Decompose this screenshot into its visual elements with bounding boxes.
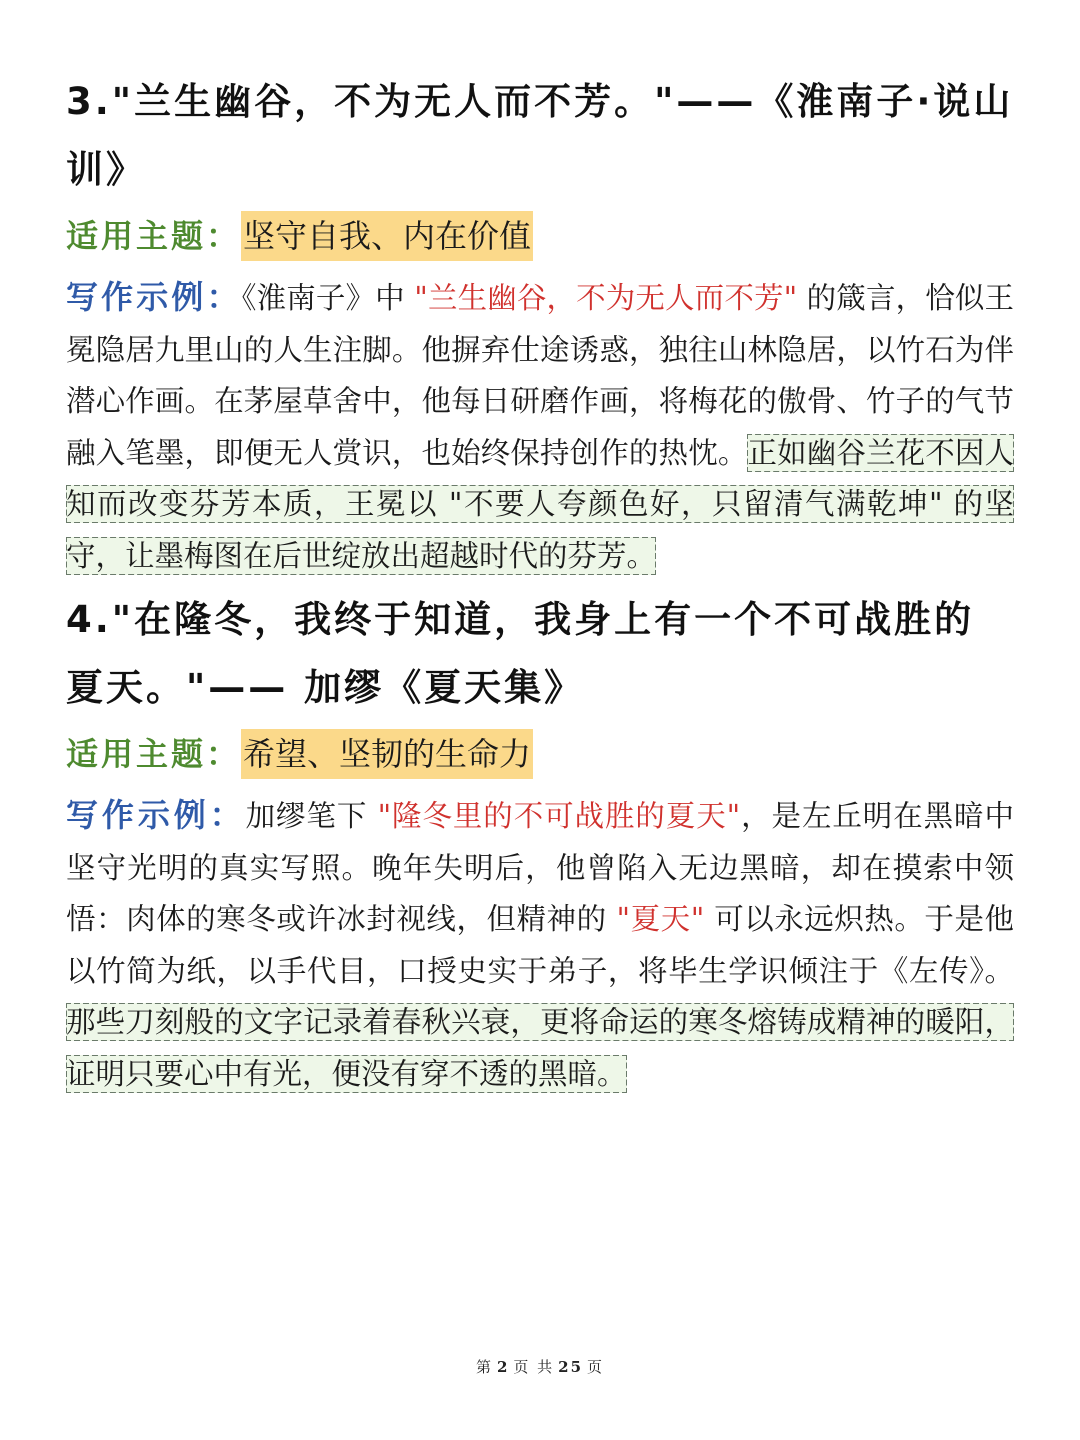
theme-label: 适用主题： <box>66 735 242 773</box>
footer-total-pages: 25 <box>558 1358 584 1376</box>
quote-entry-3 <box>66 68 1014 582</box>
example-text: ，是左丘明在黑暗中坚守光明的真实写照。晚年失明后，他曾陷入无边黑暗，却在摸索中领悟：肉体的寒冬或许冰封视线，但精神的 <box>66 799 1014 936</box>
example-text: 可以永远炽热。于是他以竹简为纸，以手代目，口授史实于弟子，将毕生学识倾注于《左传》。 <box>66 902 1014 988</box>
entry-title: 4."在隆冬，我终于知道，我身上有一个不可战胜的夏天。"—— 加缪《夏天集》 <box>66 598 975 709</box>
theme-label: 适用主题： <box>66 217 242 255</box>
theme-value: 希望、坚韧的生命力 <box>241 729 533 779</box>
entry-title: 3."兰生幽谷，不为无人而不芳。"——《淮南子·说山训》 <box>66 80 1014 191</box>
footer-prefix: 第 <box>475 1358 493 1376</box>
footer-suffix: 页 <box>587 1358 605 1376</box>
example-label: 写作示例： <box>66 278 242 316</box>
quote-entry-4 <box>66 586 1014 1100</box>
example-highlight: 正如幽谷兰花不因人知而改变芬芳本质，王冕以 "不要人夸颜色好，只留清气满乾坤" 的坚守，让墨梅图在后世绽放出超越时代的芬芳。 <box>66 435 1014 573</box>
page-footer <box>0 1356 1080 1377</box>
example-quote: "隆冬里的不可战胜的夏天" <box>377 799 741 833</box>
footer-middle: 页 共 <box>513 1358 555 1376</box>
writing-example <box>66 272 1014 582</box>
theme-line <box>66 206 1014 266</box>
example-label: 写作示例： <box>66 796 246 834</box>
document-page <box>66 68 1014 1100</box>
theme-line <box>66 724 1014 784</box>
writing-example <box>66 790 1014 1100</box>
theme-value: 坚守自我、内在价值 <box>241 211 533 261</box>
example-text: 《淮南子》中 <box>241 281 415 315</box>
footer-page-number: 2 <box>496 1358 510 1376</box>
example-text: 加缪笔下 <box>245 799 378 833</box>
example-text: 的箴言，恰似王冕隐居九里山的人生注脚。他摒弃仕途诱惑，独往山林隐居，以竹石为伴潜心作画。在茅屋草舍中，他每日研磨作画，将梅花的傲骨、竹子的气节融入笔墨，即便无人赏识，也始终保持创作的热忱。 <box>66 281 1014 470</box>
example-quote: "夏天" <box>616 902 705 936</box>
example-quote: "兰生幽谷，不为无人而不芳" <box>414 281 798 315</box>
example-highlight: 那些刀刻般的文字记录着春秋兴衰，更将命运的寒冬熔铸成精神的暖阳，证明只要心中有光，便没有穿不透的黑暗。 <box>66 1005 1014 1091</box>
